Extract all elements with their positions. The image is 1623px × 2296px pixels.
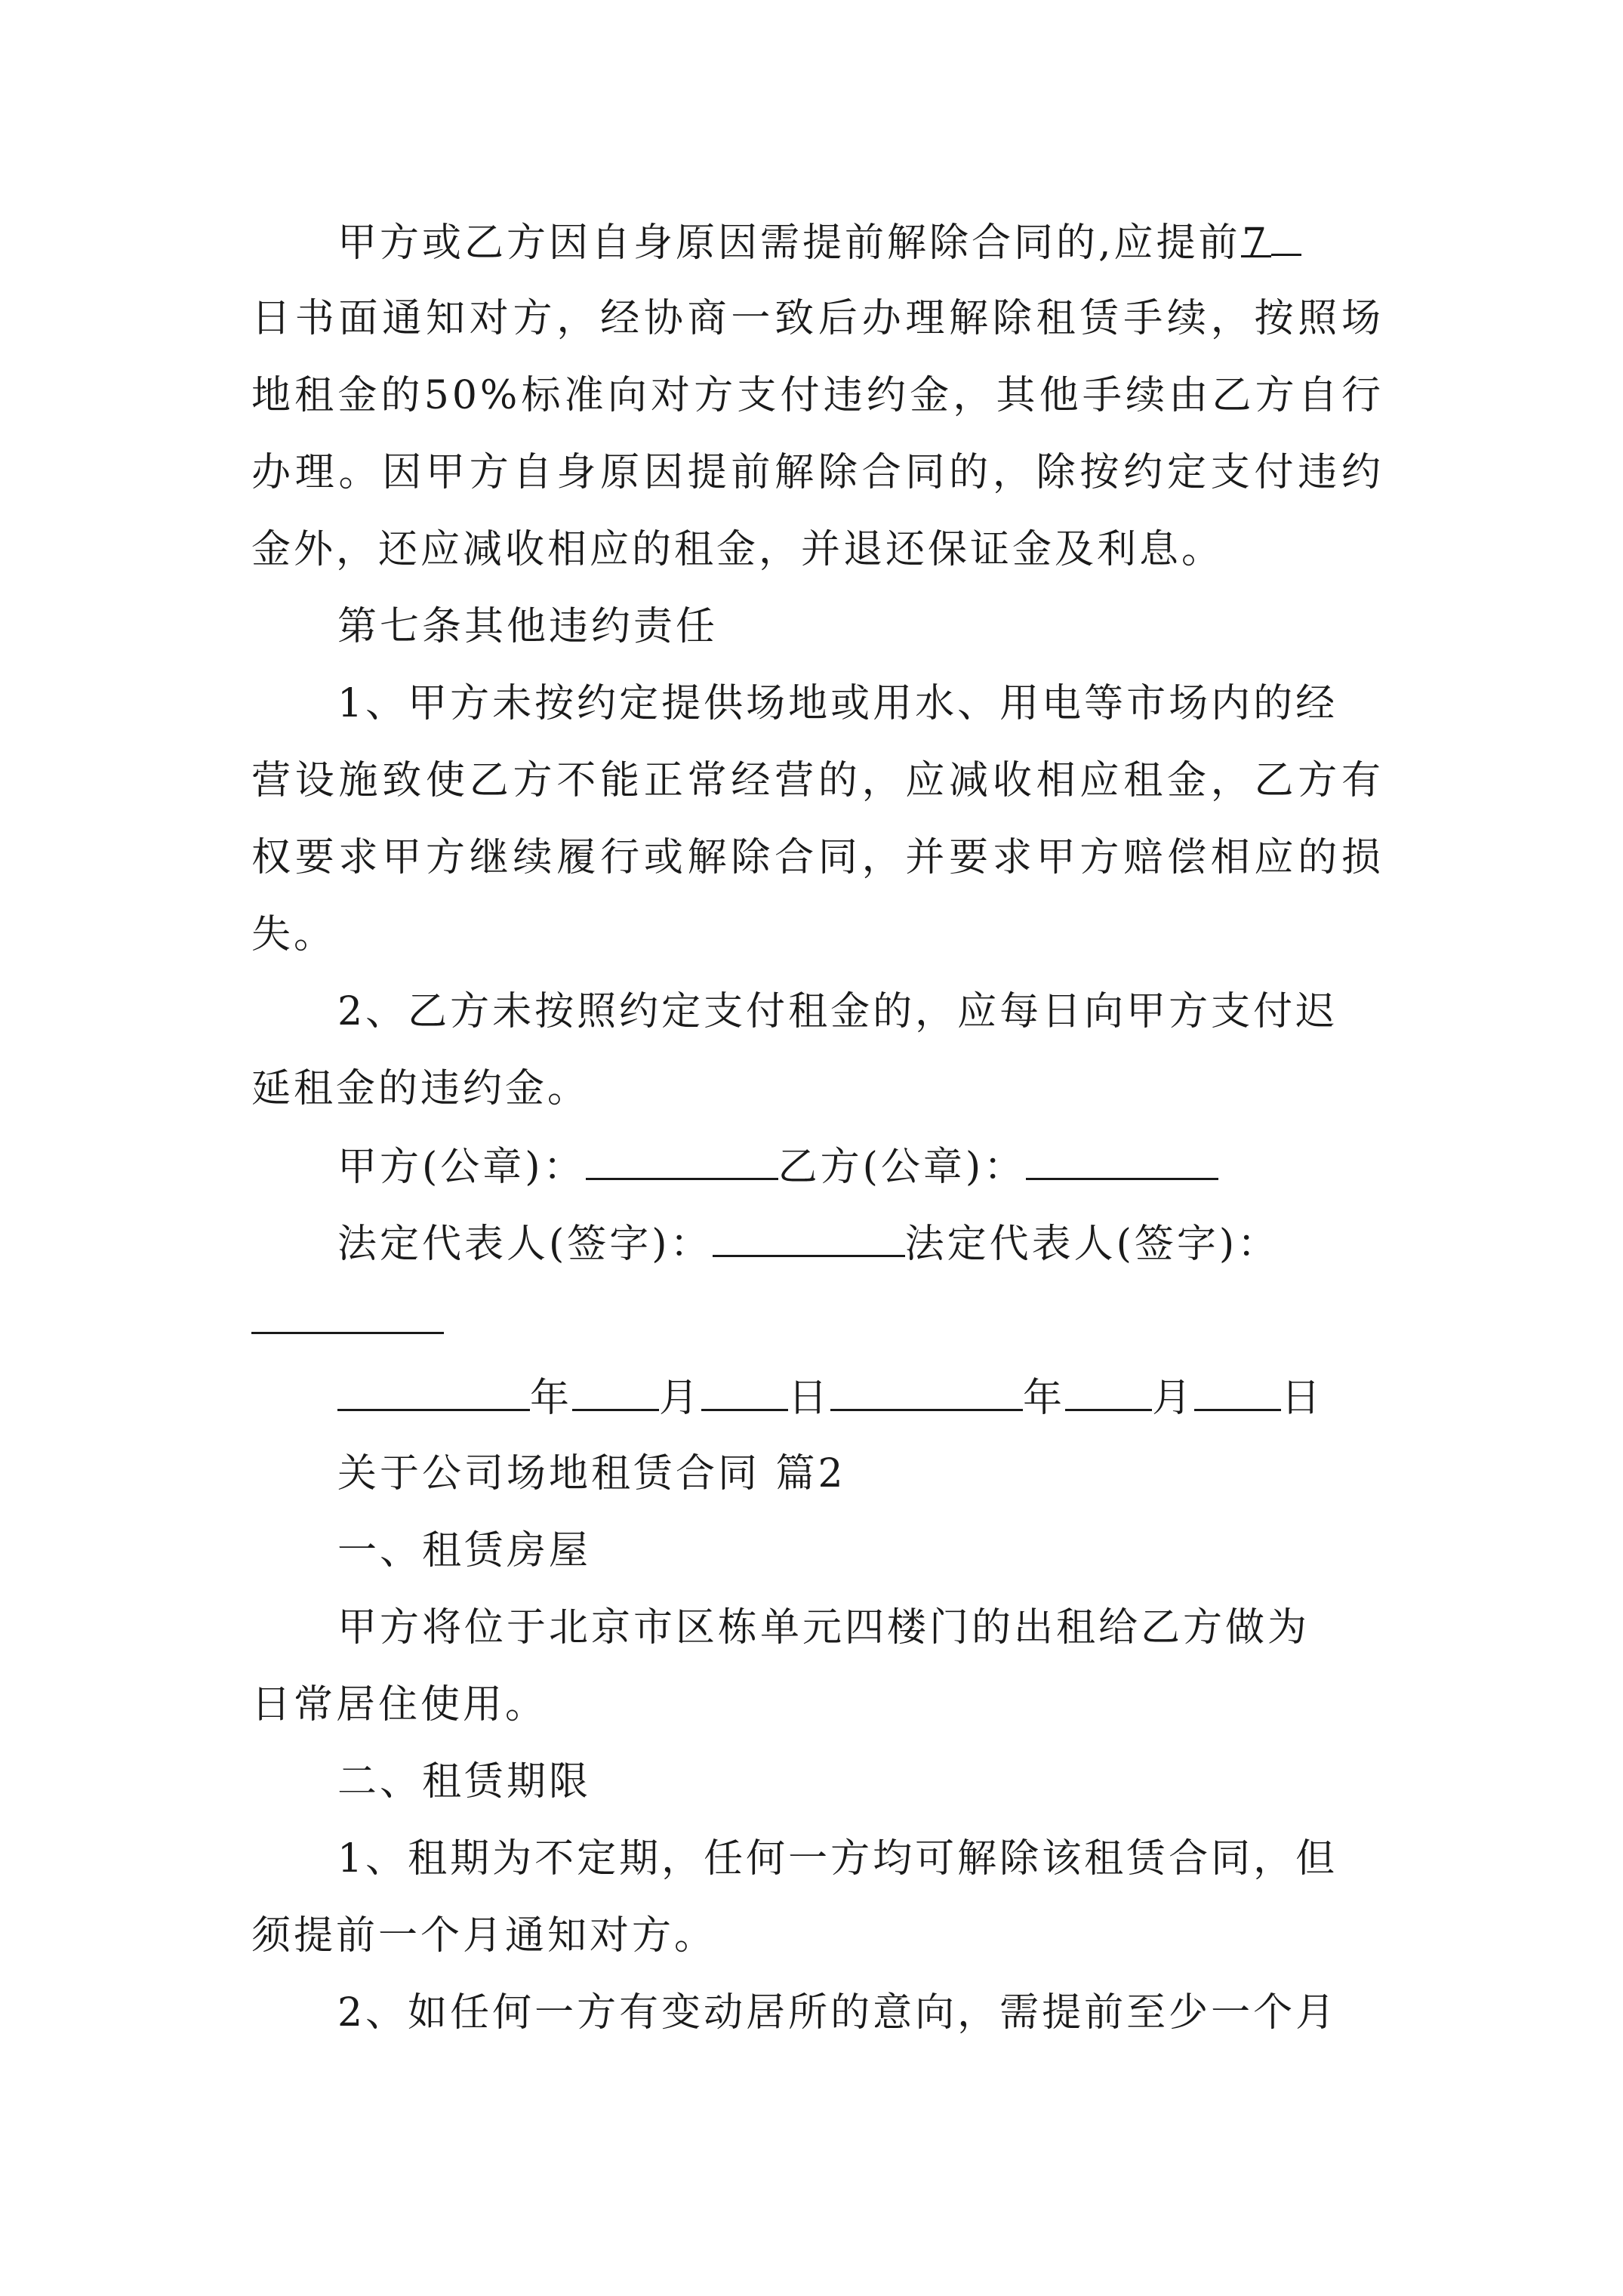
p1-line-5: 金外，还应减收相应的租金，并退还保证金及利息。	[251, 527, 1224, 572]
notice-days-blank-tail	[1271, 219, 1301, 256]
notice-days-value: 7	[1241, 220, 1270, 266]
p1-line-1-text: 甲方或乙方因自身原因需提前解除合同的,应提前	[337, 220, 1241, 266]
date-b-day-blank	[1194, 1374, 1281, 1411]
legal-rep-a-blank	[713, 1220, 905, 1257]
item1-line-1: 1、甲方未按约定提供场地或用水、用电等市场内的经	[337, 681, 1338, 726]
date-a-year-label: 年	[530, 1376, 573, 1421]
legal-rep-line	[337, 1220, 1280, 1267]
term2-line-1: 2、如任何一方有变动居所的意向，需提前至少一个月	[337, 1990, 1338, 2036]
date-a-month-blank	[572, 1374, 659, 1411]
p1-line-2: 日书面通知对方，经协商一致后办理解除租赁手续，按照场	[251, 296, 1384, 341]
date-a-day-blank	[701, 1374, 788, 1411]
house-line-1: 甲方将位于北京市区栋单元四楼门的出租给乙方做为	[337, 1605, 1310, 1650]
house-line-2: 日常居住使用。	[251, 1682, 548, 1727]
section2-heading-2: 二、租赁期限	[337, 1759, 592, 1804]
legal-rep-b-label: 法定代表人(签字)：	[904, 1222, 1280, 1267]
date-b-year-label: 年	[1023, 1376, 1066, 1421]
date-a-month-label: 月	[659, 1376, 702, 1421]
term1-line-2: 须提前一个月通知对方。	[251, 1913, 717, 1959]
date-line	[337, 1374, 1323, 1421]
article7-heading: 第七条其他违约责任	[337, 604, 719, 649]
party-a-seal-blank	[586, 1143, 778, 1180]
date-b-month-blank	[1065, 1374, 1152, 1411]
term1-line-1: 1、租期为不定期，任何一方均可解除该租赁合同，但	[337, 1836, 1338, 1881]
item2-line-1: 2、乙方未按照约定支付租金的，应每日向甲方支付迟	[337, 989, 1338, 1034]
section2-title: 关于公司场地租赁合同 篇2	[337, 1451, 846, 1496]
p1-line-4: 办理。因甲方自身原因提前解除合同的，除按约定支付违约	[251, 450, 1384, 495]
party-b-seal-blank	[1026, 1143, 1218, 1180]
date-a-day-label: 日	[788, 1376, 831, 1421]
legal-rep-a-label: 法定代表人(签字)：	[337, 1222, 713, 1267]
section2-heading-1: 一、租赁房屋	[337, 1528, 592, 1573]
date-a-year-blank	[337, 1374, 530, 1411]
item1-line-3: 权要求甲方继续履行或解除合同，并要求甲方赔偿相应的损	[251, 835, 1384, 880]
item1-line-4: 失。	[251, 912, 337, 957]
seal-line	[337, 1143, 1218, 1190]
party-b-seal-label: 乙方(公章)：	[778, 1145, 1027, 1190]
notice-days-blank	[1241, 220, 1271, 266]
date-b-year-blank	[830, 1374, 1023, 1411]
legal-rep-b-blank	[251, 1297, 444, 1334]
item1-line-2: 营设施致使乙方不能正常经营的，应减收相应租金，乙方有	[251, 758, 1384, 803]
p1-line-1	[337, 219, 1301, 266]
party-a-seal-label: 甲方(公章)：	[337, 1145, 586, 1190]
p1-line-3: 地租金的50%标准向对方支付违约金，其他手续由乙方自行	[251, 373, 1384, 418]
legal-rep-b-line	[251, 1297, 444, 1344]
date-b-month-label: 月	[1152, 1376, 1195, 1421]
item2-line-2: 延租金的违约金。	[251, 1066, 590, 1111]
date-b-day-label: 日	[1281, 1376, 1324, 1421]
